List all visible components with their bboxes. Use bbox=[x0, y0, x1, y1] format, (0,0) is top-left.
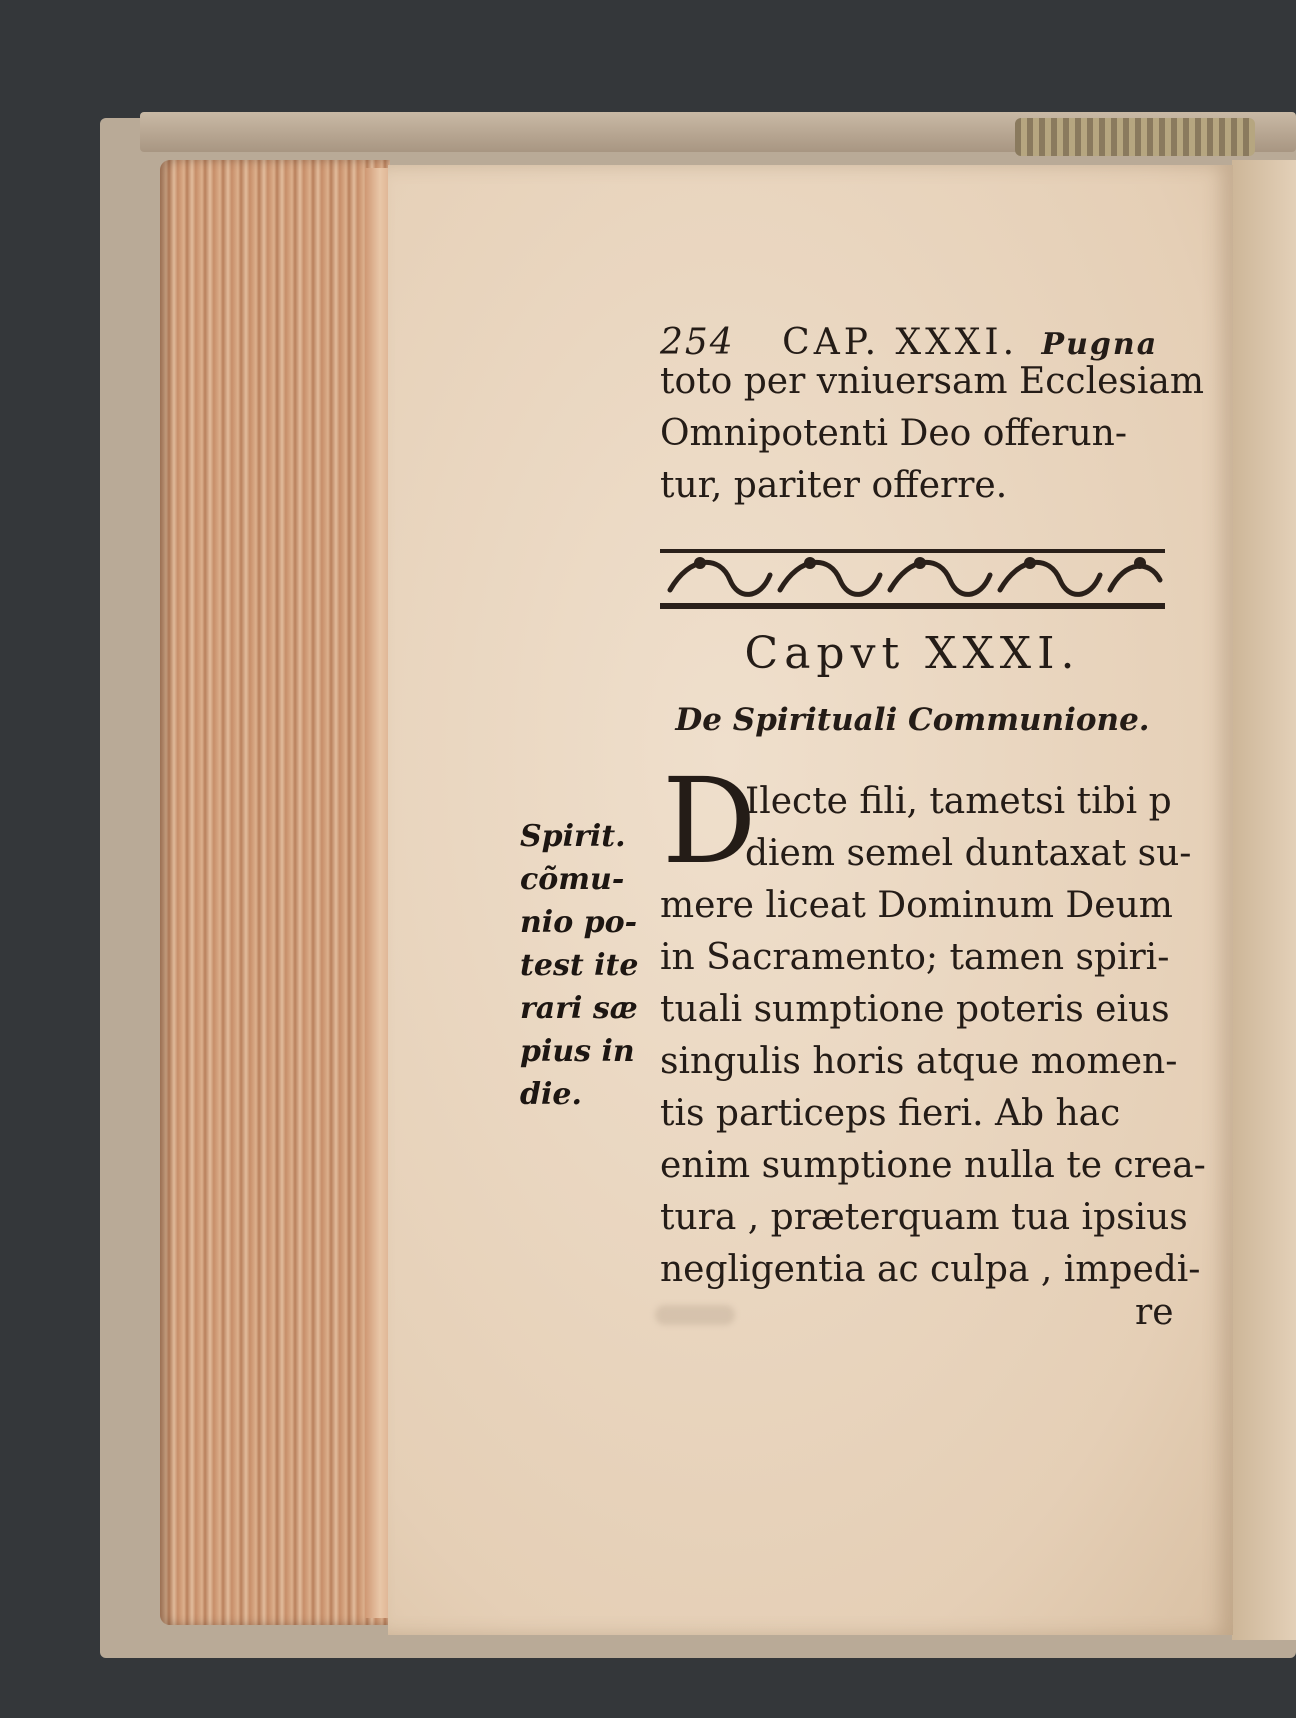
top-text-block bbox=[660, 356, 1204, 512]
page-edges bbox=[160, 160, 390, 1625]
text-line: tur, pariter offerre. bbox=[660, 465, 1008, 506]
drop-cap: D bbox=[662, 752, 757, 890]
body-text-block bbox=[660, 880, 1206, 1296]
facing-page-edge bbox=[1232, 160, 1296, 1640]
margin-note-line: pius in bbox=[520, 1034, 635, 1069]
margin-note-line: test ite bbox=[520, 948, 639, 983]
text-line: negligentia ac culpa , impedi- bbox=[660, 1249, 1201, 1290]
text-line: toto per vniuersam Ecclesiam bbox=[660, 361, 1204, 402]
bookmark-ribbon bbox=[1015, 118, 1255, 156]
text-line: tuali sumptione poteris eius bbox=[660, 989, 1170, 1030]
margin-note-line: Spirit. bbox=[520, 819, 626, 854]
text-line: in Sacramento; tamen spiri- bbox=[660, 937, 1170, 978]
text-line: enim sumptione nulla te crea- bbox=[660, 1145, 1206, 1186]
text-line: singulis horis atque momen- bbox=[660, 1041, 1178, 1082]
ink-smudge bbox=[655, 1305, 735, 1325]
chapter-subtitle: De Spirituali Communione. bbox=[675, 702, 1150, 738]
catchword: re bbox=[1135, 1292, 1174, 1333]
indented-text-block bbox=[745, 776, 1192, 880]
chapter-label: CAP. XXXI. bbox=[782, 322, 1019, 363]
margin-note-line: die. bbox=[520, 1077, 582, 1112]
margin-note bbox=[520, 815, 640, 1116]
text-line: diem semel duntaxat su- bbox=[745, 833, 1192, 874]
text-line: tura , præterquam tua ipsius bbox=[660, 1197, 1188, 1238]
text-line: Ilecte fili, tametsi tibi p bbox=[745, 781, 1172, 822]
running-title: Pugna bbox=[1041, 327, 1159, 362]
text-line: mere liceat Dominum Deum bbox=[660, 885, 1173, 926]
text-line: tis particeps fieri. Ab hac bbox=[660, 1093, 1121, 1134]
chapter-title: Capvt XXXI. bbox=[744, 628, 1081, 679]
ornament-band bbox=[660, 545, 1165, 615]
margin-note-line: rari sæ bbox=[520, 991, 638, 1026]
margin-note-line: cõmu- bbox=[520, 862, 625, 897]
page-number: 254 bbox=[660, 322, 735, 363]
margin-note-line: nio po- bbox=[520, 905, 638, 940]
text-line: Omnipotenti Deo offerun- bbox=[660, 413, 1128, 454]
